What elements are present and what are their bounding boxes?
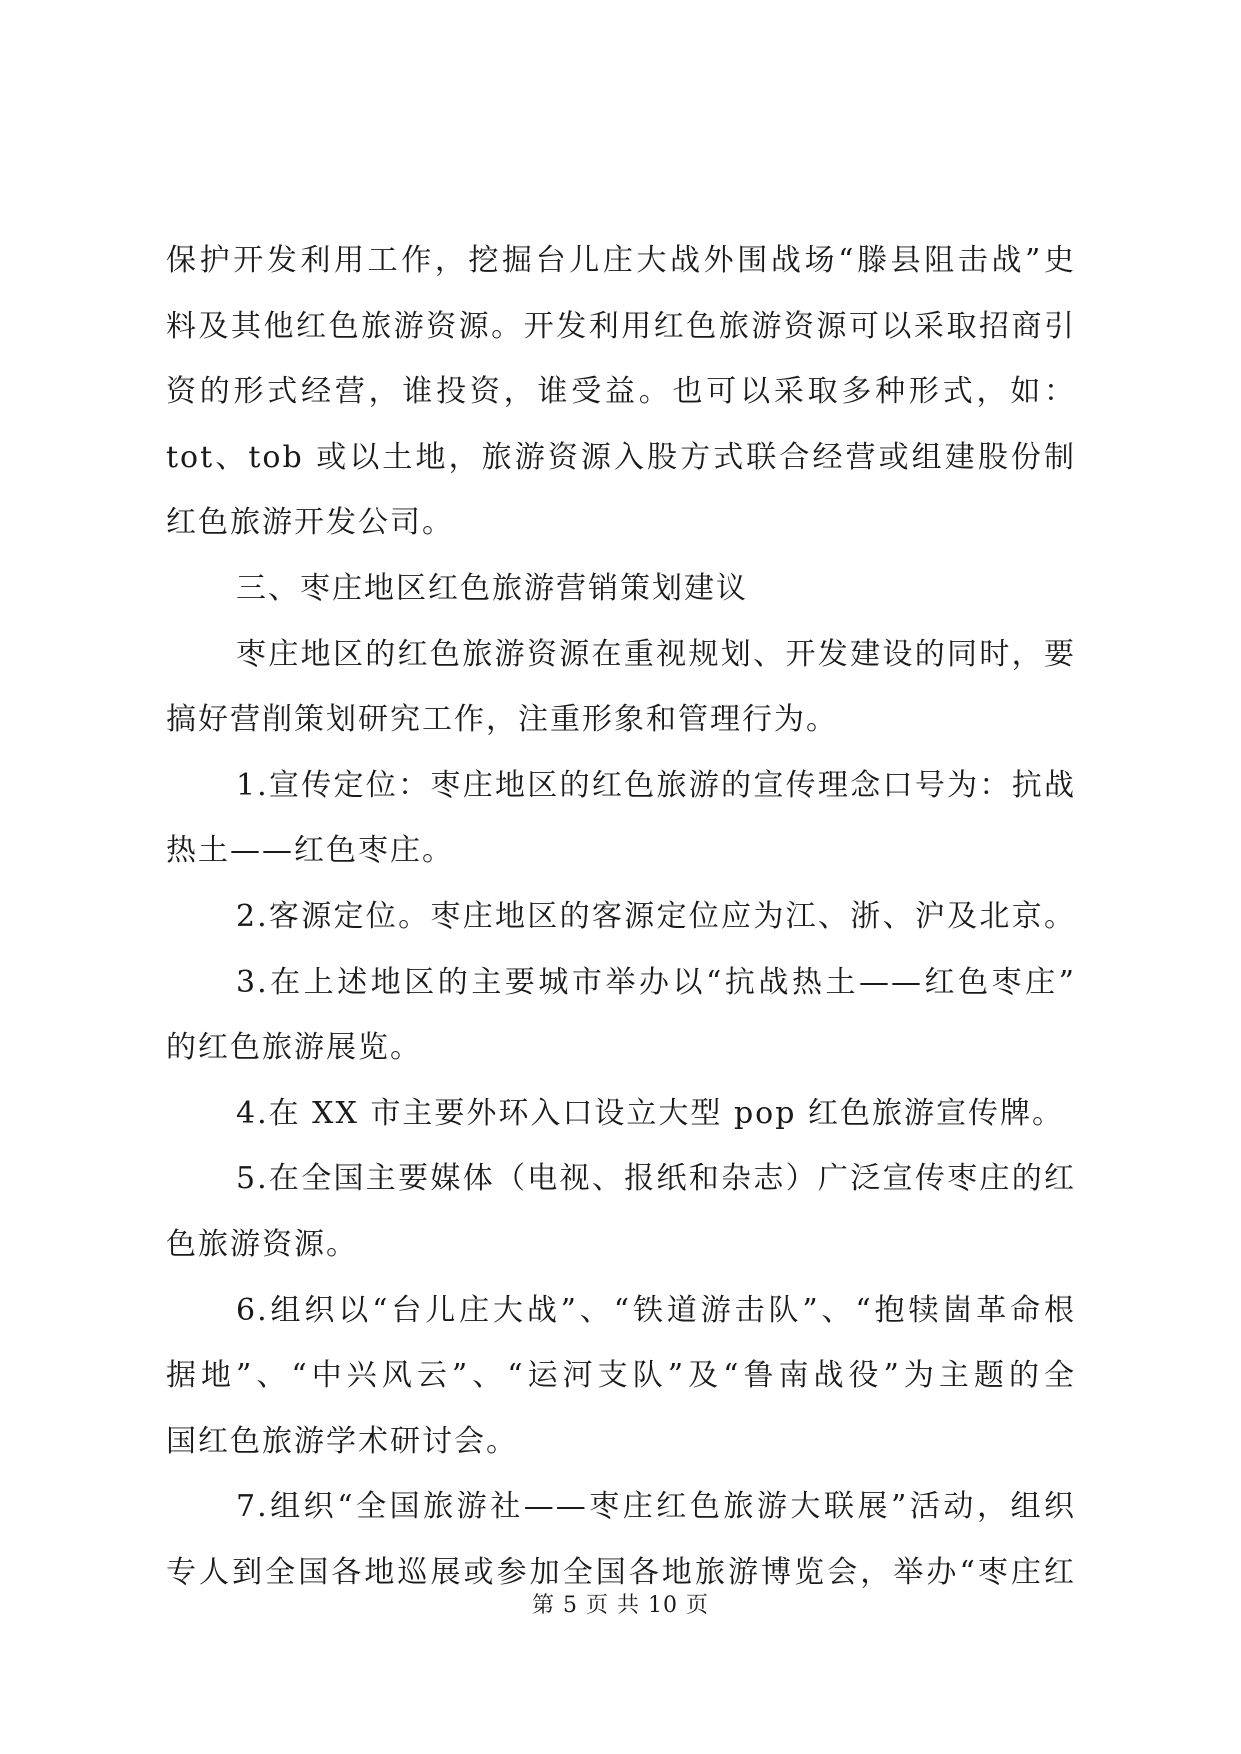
body-text [166,228,1076,1605]
text-line: 的红色旅游展览。 [166,1030,422,1066]
text-line: 保护开发利用工作，挖掘台儿庄大战外围战场“滕县阻击战”史 [166,243,1076,278]
text-line: 国红色旅游学术研讨会。 [166,1423,518,1459]
text-line: 红色旅游开发公司。 [166,505,454,541]
list-item-7: 7.组织“全国旅游社——枣庄红色旅游大联展”活动，组织 [236,1489,1076,1525]
section-heading: 三、枣庄地区红色旅游营销策划建议 [236,570,748,606]
text-line: 料及其他红色旅游资源。开发利用红色旅游资源可以采取招商引 [166,308,1076,344]
page-number-footer: 第 5 页 共 10 页 [532,1593,709,1618]
text-line: 资的形式经营，谁投资，谁受益。也可以采取多种形式，如： [166,374,1076,410]
list-item-4: 4.在 XX 市主要外环入口设立大型 pop 红色旅游宣传牌。 [236,1095,1064,1131]
list-item-3: 3.在上述地区的主要城市举办以“抗战热土——红色枣庄” [236,964,1076,1000]
list-item-6: 6.组织以“台儿庄大战”、“铁道游击队”、“抱犊崮革命根 [236,1292,1076,1328]
text-line: 搞好营削策划研究工作，注重形象和管理行为。 [166,702,838,738]
text-line: 热土——红色枣庄。 [166,833,454,869]
list-item-5: 5.在全国主要媒体（电视、报纸和杂志）广泛宣传枣庄的红 [236,1161,1076,1197]
text-line: tot、tob 或以土地，旅游资源入股方式联合经营或组建股份制 [166,439,1076,475]
list-item-2: 2.客源定位。枣庄地区的客源定位应为江、浙、沪及北京。 [236,898,1076,934]
text-line: 色旅游资源。 [166,1226,358,1262]
text-line: 专人到全国各地巡展或参加全国各地旅游博览会，举办“枣庄红 [166,1554,1076,1590]
text-line: 枣庄地区的红色旅游资源在重视规划、开发建设的同时，要 [236,636,1076,672]
text-line: 据地”、“中兴风云”、“运河支队”及“鲁南战役”为主题的全 [166,1358,1076,1394]
list-item-1: 1.宣传定位：枣庄地区的红色旅游的宣传理念口号为：抗战 [236,767,1076,803]
